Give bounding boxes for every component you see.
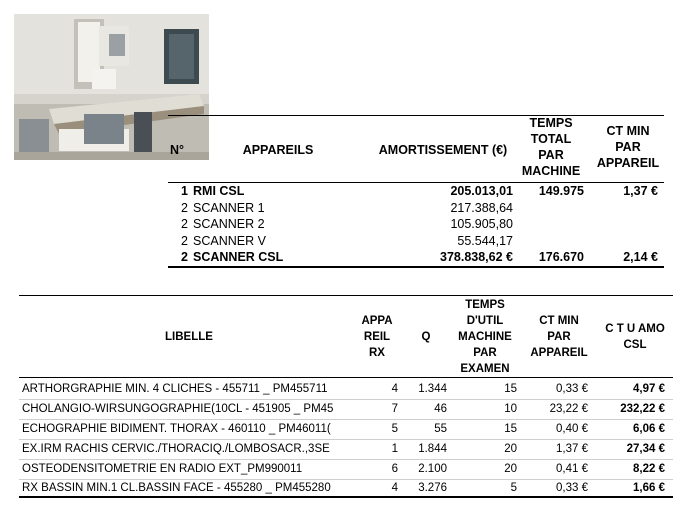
cell-name: SCANNER CSL xyxy=(193,250,284,264)
cell-name: SCANNER V xyxy=(193,234,266,248)
header-line: PAR xyxy=(538,148,564,162)
cell-temps: 15 xyxy=(504,423,517,435)
cell-num: 2 xyxy=(181,250,188,264)
col-header-amortissement: AMORTISSEMENT (€) xyxy=(378,143,508,157)
header-line: C T U AMO xyxy=(605,323,665,335)
table-row xyxy=(168,216,664,232)
table-row xyxy=(168,233,664,249)
header-line: PAR xyxy=(615,140,641,154)
cell-libelle: ECHOGRAPHIE BIDIMENT. THORAX - 460110 _ PM46011( xyxy=(22,423,331,435)
cell-q: 3.276 xyxy=(418,482,447,494)
header-line: TEMPS xyxy=(529,116,573,130)
header-line: CT MIN xyxy=(606,124,650,138)
cell-ctu: 8,22 € xyxy=(633,463,665,475)
cell-q: 55 xyxy=(434,423,447,435)
cell-amort: 55.544,17 xyxy=(457,234,513,248)
col-header-temps xyxy=(514,115,588,179)
cell-num: 2 xyxy=(181,201,188,215)
cell-libelle: OSTEODENSITOMETRIE EN RADIO EXT_PM990011 xyxy=(22,463,303,475)
header-line: CSL xyxy=(623,339,647,351)
col-header-ctu xyxy=(597,321,673,353)
table-row xyxy=(168,200,664,216)
table-rule xyxy=(168,266,664,268)
table-row xyxy=(19,478,673,498)
cell-rx: 1 xyxy=(391,443,398,455)
cell-libelle: CHOLANGIO-WIRSUNGOGRAPHIE(10CL - 451905 _ PM45 xyxy=(22,403,334,415)
cell-ct: 23,22 € xyxy=(549,403,588,415)
cell-rx: 4 xyxy=(391,482,398,494)
header-line: MACHINE xyxy=(521,164,581,178)
table-row xyxy=(19,379,673,400)
cell-name: SCANNER 2 xyxy=(193,217,265,231)
cell-libelle: EX.IRM RACHIS CERVIC./THORACIQ./LOMBOSACR.,3SE xyxy=(22,443,330,455)
cell-ct: 0,33 € xyxy=(556,383,588,395)
cell-amort: 105.905,80 xyxy=(450,217,513,231)
header-line: CT MIN xyxy=(539,315,579,327)
cell-amort: 378.838,62 € xyxy=(440,250,513,264)
cell-temps: 176.670 xyxy=(538,250,584,264)
cell-name: RMI CSL xyxy=(193,184,245,198)
cell-temps: 5 xyxy=(510,482,517,494)
table-row xyxy=(19,399,673,420)
header-line: TEMPS xyxy=(465,299,505,311)
cell-rx: 7 xyxy=(391,403,398,415)
table-row xyxy=(168,249,664,265)
header-line: APPA xyxy=(361,315,393,327)
cell-temps: 15 xyxy=(504,383,517,395)
header-line: RX xyxy=(369,347,385,359)
cell-amort: 217.388,64 xyxy=(450,201,513,215)
cell-q: 1.344 xyxy=(418,383,447,395)
cell-ctu: 1,66 € xyxy=(633,482,665,494)
header-line: PAR xyxy=(547,331,571,343)
header-line: APPAREIL xyxy=(530,347,588,359)
cell-rx: 5 xyxy=(391,423,398,435)
cell-num: 2 xyxy=(181,234,188,248)
cell-ctu: 232,22 € xyxy=(620,403,665,415)
table-rule xyxy=(168,115,664,116)
cell-ct: 1,37 € xyxy=(623,184,658,198)
header-line: PAR xyxy=(473,347,497,359)
cell-ctu: 6,06 € xyxy=(633,423,665,435)
cell-num: 1 xyxy=(181,184,188,198)
header-line: D'UTIL xyxy=(466,315,504,327)
cell-ct: 2,14 € xyxy=(623,250,658,264)
table-row xyxy=(19,439,673,460)
col-header-ct xyxy=(590,123,666,171)
cell-rx: 6 xyxy=(391,463,398,475)
radiology-equipment-photo xyxy=(14,14,209,160)
cell-temps: 10 xyxy=(504,403,517,415)
cell-q: 2.100 xyxy=(418,463,447,475)
col-header-ct xyxy=(523,313,595,361)
header-line: MACHINE xyxy=(458,331,512,343)
col-header-temps xyxy=(449,297,521,377)
cell-amort: 205.013,01 xyxy=(450,184,513,198)
table-rule xyxy=(19,496,673,498)
cell-q: 46 xyxy=(434,403,447,415)
cell-ct: 0,33 € xyxy=(556,482,588,494)
cell-rx: 4 xyxy=(391,383,398,395)
table-row xyxy=(19,419,673,440)
col-header-q: Q xyxy=(421,331,431,343)
cell-name: SCANNER 1 xyxy=(193,201,265,215)
cell-ctu: 4,97 € xyxy=(633,383,665,395)
cell-ct: 0,40 € xyxy=(556,423,588,435)
table-rule xyxy=(19,295,673,296)
cell-num: 2 xyxy=(181,217,188,231)
table-row xyxy=(168,183,664,199)
col-header-appareils: APPAREILS xyxy=(242,143,314,157)
cell-ct: 1,37 € xyxy=(556,443,588,455)
header-line: REIL xyxy=(363,331,391,343)
cell-q: 1.844 xyxy=(418,443,447,455)
cell-ctu: 27,34 € xyxy=(626,443,665,455)
cell-temps: 149.975 xyxy=(538,184,584,198)
cell-temps: 20 xyxy=(504,463,517,475)
col-header-rx xyxy=(353,313,401,361)
col-header-libelle: LIBELLE xyxy=(165,331,213,343)
col-header-num: N° xyxy=(170,143,185,157)
cell-ct: 0,41 € xyxy=(556,463,588,475)
cell-temps: 20 xyxy=(504,443,517,455)
cell-libelle: ARTHORGRAPHIE MIN. 4 CLICHES - 455711 _ PM455711 xyxy=(22,383,328,395)
header-line: TOTAL xyxy=(530,132,572,146)
table-row xyxy=(19,459,673,480)
table-rule xyxy=(19,377,673,378)
header-line: APPAREIL xyxy=(596,156,660,170)
header-line: EXAMEN xyxy=(460,363,510,375)
cell-libelle: RX BASSIN MIN.1 CL.BASSIN FACE - 455280 _ PM455280 xyxy=(22,482,331,494)
